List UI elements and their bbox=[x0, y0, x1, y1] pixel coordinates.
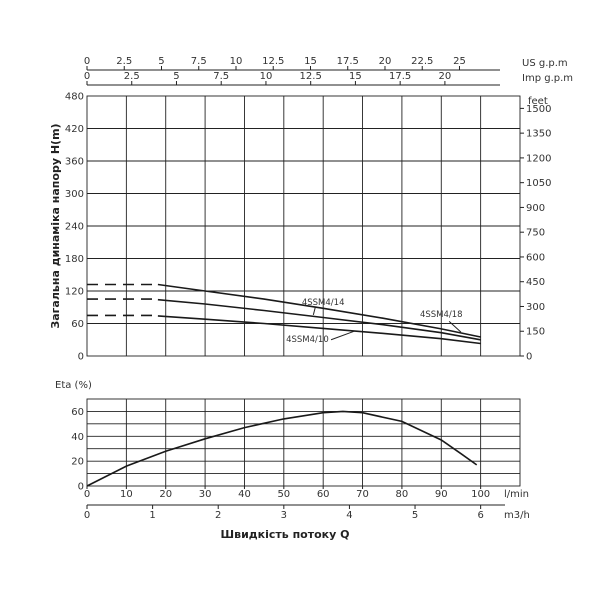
us-gpm-tick-label: 12.5 bbox=[262, 56, 285, 67]
imp-gpm-tick-label: 7.5 bbox=[213, 71, 230, 82]
lmin-tick-label: 90 bbox=[434, 489, 448, 500]
us-gpm-tick-label: 10 bbox=[229, 56, 243, 67]
feet-tick-label: 1200 bbox=[526, 153, 552, 165]
us-gpm-tick-label: 15 bbox=[304, 56, 317, 67]
imp-gpm-tick-label: 20 bbox=[438, 71, 452, 82]
imp-gpm-tick-label: 15 bbox=[349, 71, 362, 82]
curve-label-4ssm4-14: 4SSM4/14 bbox=[301, 298, 345, 309]
us-gpm-tick-label: 7.5 bbox=[190, 56, 207, 67]
lmin-tick-label: 0 bbox=[83, 489, 91, 500]
us-gpm-tick-label: 0 bbox=[83, 56, 91, 67]
imp-gpm-tick-label: 10 bbox=[259, 71, 273, 82]
lmin-tick-label: 80 bbox=[395, 489, 409, 500]
curve-label-4ssm4-18: 4SSM4/18 bbox=[419, 310, 463, 320]
leader-line-4ssm4-10 bbox=[331, 331, 355, 340]
head-y-tick-label: 60 bbox=[71, 319, 84, 330]
m3h-tick-label: 5 bbox=[411, 510, 419, 521]
head-y-tick-label: 420 bbox=[64, 124, 84, 135]
m3h-tick-label: 0 bbox=[83, 510, 91, 521]
us-gpm-tick-label: 17.5 bbox=[336, 56, 359, 67]
feet-tick-label: 1500 bbox=[526, 103, 552, 115]
imp-gpm-tick-label: 12.5 bbox=[299, 71, 322, 82]
lmin-unit-label: l/min bbox=[504, 489, 530, 500]
head-y-tick-label: 180 bbox=[64, 254, 84, 265]
m3h-tick-label: 6 bbox=[477, 510, 484, 521]
feet-tick-label: 450 bbox=[526, 277, 546, 289]
us-gpm-tick-label: 20 bbox=[378, 56, 392, 67]
m3h-tick-label: 4 bbox=[346, 510, 353, 521]
feet-tick-label: 150 bbox=[526, 326, 546, 338]
feet-tick-label: 750 bbox=[526, 227, 546, 239]
feet-tick-label: 1050 bbox=[526, 178, 552, 190]
lmin-tick-label: 30 bbox=[198, 489, 212, 500]
us-gpm-unit-label: US g.p.m bbox=[522, 58, 568, 69]
imp-gpm-tick-label: 17.5 bbox=[389, 71, 412, 82]
eta-y-tick-label: 40 bbox=[71, 431, 84, 443]
feet-tick-label: 300 bbox=[526, 301, 546, 313]
lmin-tick-label: 60 bbox=[316, 489, 330, 500]
us-gpm-tick-label: 25 bbox=[453, 56, 466, 67]
lmin-tick-label: 10 bbox=[119, 489, 133, 500]
lmin-tick-label: 40 bbox=[238, 489, 251, 500]
feet-tick-label: 1350 bbox=[526, 128, 552, 140]
head-y-tick-label: 360 bbox=[64, 156, 84, 168]
imp-gpm-tick-label: 2.5 bbox=[123, 71, 140, 82]
head-y-tick-label: 300 bbox=[64, 189, 84, 200]
lmin-tick-label: 20 bbox=[159, 489, 173, 500]
eta-plot-frame bbox=[87, 399, 520, 486]
lmin-tick-label: 100 bbox=[471, 489, 491, 500]
eta-y-tick-label: 20 bbox=[71, 456, 84, 468]
head-y-tick-label: 240 bbox=[64, 221, 84, 233]
feet-unit-label: feet bbox=[528, 96, 548, 107]
eta-y-tick-label: 0 bbox=[77, 481, 84, 493]
m3h-unit-label: m3/h bbox=[504, 510, 530, 521]
head-y-tick-label: 0 bbox=[77, 351, 84, 363]
head-y-tick-label: 480 bbox=[64, 91, 84, 103]
curve-label-4ssm4-10: 4SSM4/10 bbox=[286, 334, 329, 345]
feet-tick-label: 600 bbox=[526, 252, 546, 264]
feet-tick-label: 0 bbox=[526, 351, 533, 363]
head-axis-title: Загальна динаміка напору H(m) bbox=[49, 123, 62, 329]
lmin-tick-label: 50 bbox=[277, 489, 291, 500]
imp-gpm-unit-label: Imp g.p.m bbox=[522, 73, 574, 84]
m3h-tick-label: 3 bbox=[280, 510, 288, 521]
imp-gpm-tick-label: 0 bbox=[83, 71, 91, 82]
imp-gpm-tick-label: 5 bbox=[173, 71, 180, 82]
leader-line-4ssm4-14 bbox=[313, 307, 315, 315]
lmin-tick-label: 70 bbox=[356, 489, 369, 500]
head-y-tick-label: 120 bbox=[64, 286, 84, 298]
flow-axis-title: Швидкість потоку Q bbox=[220, 528, 350, 541]
us-gpm-tick-label: 2.5 bbox=[116, 56, 133, 67]
feet-tick-label: 900 bbox=[526, 202, 546, 214]
us-gpm-tick-label: 22.5 bbox=[411, 56, 434, 67]
eta-axis-title: Eta (%) bbox=[55, 380, 92, 391]
eta-y-tick-label: 60 bbox=[71, 406, 84, 418]
m3h-tick-label: 1 bbox=[149, 510, 156, 521]
m3h-tick-label: 2 bbox=[215, 510, 222, 521]
us-gpm-tick-label: 5 bbox=[158, 56, 165, 67]
